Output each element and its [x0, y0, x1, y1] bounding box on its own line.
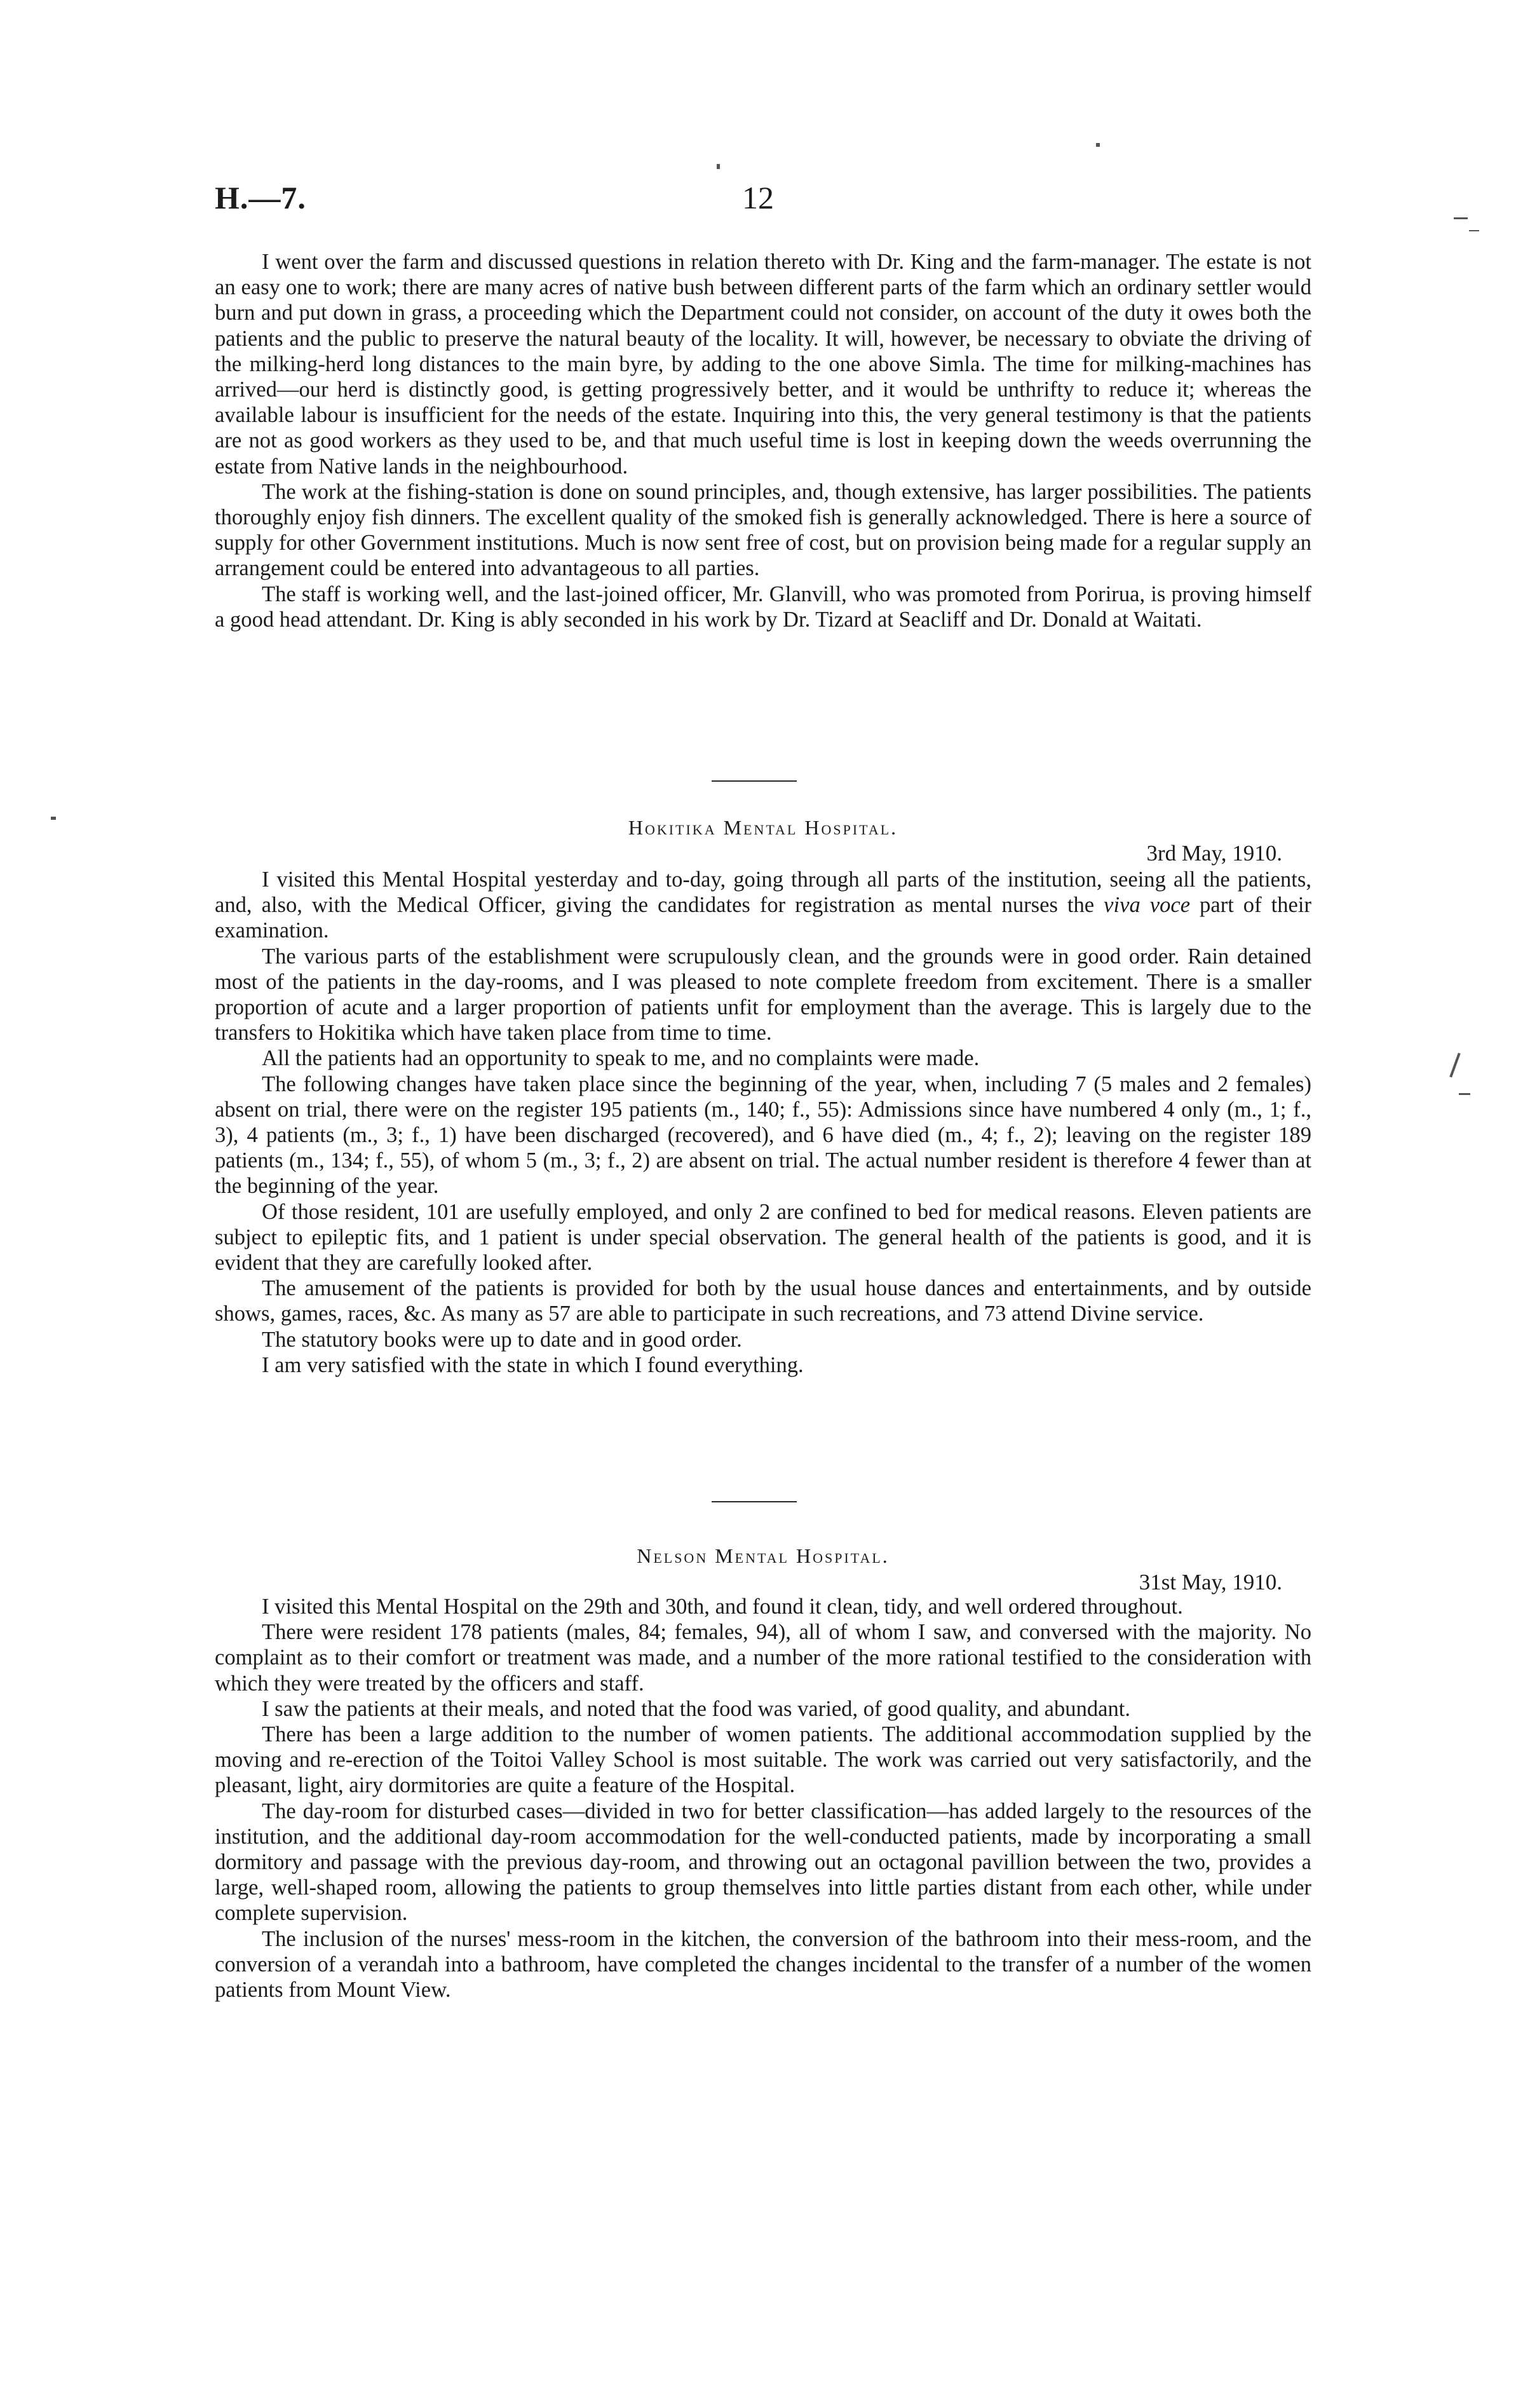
hokitika-paragraph: All the patients had an opportunity to speak to me, and no complaints were made. [262, 1046, 980, 1071]
scan-mark [1454, 217, 1468, 219]
scan-mark [51, 817, 56, 820]
hokitika-intro-text: I visited this Mental Hospital yesterday and to-day, going through all parts of the institution, seeing all the patients, and, also, with the Medical Officer, giving the candidates for registration as mental nurses the [215, 867, 1311, 918]
intro-paragraph: I went over the farm and discussed questions in relation thereto with Dr. King and the farm-manager. The estate is not an easy one to work; there are many acres of native bush between different parts of the farm which an ordinary settler would burn and put down in grass, a proceeding which the Department could not consider, on account of the duty it owes both the patients and the public to preserve the natural beauty of the locality. It will, however, be necessary to obviate the driving of the milking-herd long distances to the main byre, by adding to the one above Simla. The time for milking-machines has arrived—our herd is distinctly good, is getting progressively better, and it would be unthrifty to reduce it; whereas the available labour is insufficient for the needs of the estate. Inquiring into this, the very general testimony is that the patients are not as good workers as they used to be, and that much useful time is lost in keeping down the weeds overrunning the estate from Native lands in the neighbourhood. [215, 250, 1311, 479]
hokitika-paragraph: I am very satisfied with the state in which I found everything. [262, 1352, 804, 1377]
hokitika-paragraph: The amusement of the patients is provided for both by the usual house dances and entertainments, and by outside shows, games, races, &c. As many as 57 are able to participate in such recreations, and 73 attend Divine service. [215, 1276, 1311, 1326]
scan-mark [1469, 230, 1479, 231]
nelson-paragraph: The day-room for disturbed cases—divided in two for better classification—has added largely to the resources of the institution, and the additional day-room accommodation for the well-conducted patients, made by incorporating a small dormitory and passage with the previous day-room, and throwing out an octagonal pavillion between the two, provides a large, well-shaped room, allowing the patients to group themselves into little parties distant from each other, while under complete supervision. [215, 1799, 1311, 1926]
nelson-title: Nelson Mental Hospital. [637, 1544, 890, 1567]
section-divider [712, 780, 797, 782]
hokitika-paragraph: The statutory books were up to date and in good order. [262, 1327, 742, 1352]
nelson-paragraph: I saw the patients at their meals, and noted that the food was varied, of good quality, and abundant. [262, 1696, 1131, 1721]
nelson-date: 31st May, 1910. [1139, 1570, 1282, 1595]
nelson-paragraph: There were resident 178 patients (males, 84; females, 94), all of whom I saw, and conversed with the majority. No complaint as to their comfort or treatment was made, and a number of the more rational testified to the consideration with which they were treated by the officers and staff. [215, 1620, 1311, 1696]
hokitika-paragraph [215, 867, 1311, 944]
scan-mark [717, 164, 720, 169]
document-code: H.—7. [215, 180, 306, 215]
intro-section [215, 249, 1311, 632]
hokitika-paragraph: The following changes have taken place since the beginning of the year, when, including 7 (5 males and 2 females) absent on trial, there were on the register 195 patients (m., 140; f., 55): Admissions since have numbered 4 only (m., 1; f., 3), 4 patients (m., 3; f., 1) have been discharged (recovered), and 6 have died (m., 4; f., 2); leaving on the register 189 patients (m., 134; f., 55), of whom 5 (m., 3; f., 2) are absent on trial. The actual number resident is therefore 4 fewer than at the beginning of the year. [215, 1071, 1311, 1199]
hokitika-intro-end: part of their examination. [215, 893, 1311, 943]
hokitika-paragraph: Of those resident, 101 are usefully employed, and only 2 are confined to bed for medical reasons. Eleven patients are subject to epileptic fits, and 1 patient is under special observation. The general health of the patients is good, and it is evident that they are carefully looked after. [215, 1199, 1311, 1275]
scan-mark [1449, 1053, 1460, 1078]
nelson-section [215, 1594, 1311, 2003]
section-divider [712, 1501, 797, 1502]
scan-mark [1459, 1093, 1470, 1095]
hokitika-date: 3rd May, 1910. [1146, 841, 1282, 866]
intro-paragraph: The work at the fishing-station is done on sound principles, and, though extensive, has larger possibilities. The patients thoroughly enjoy fish dinners. The excellent quality of the smoked fish is generally acknowledged. There is here a source of supply for other Government institutions. Much is now sent free of cost, but on provision being made for a regular supply an arrangement could be entered into advantageous to all parties. [215, 479, 1311, 581]
nelson-paragraph: There has been a large addition to the number of women patients. The additional accommodation supplied by the moving and re-erection of the Toitoi Valley School is most suitable. The work was carried out very satisfactorily, and the pleasant, light, airy dormitories are quite a feature of the Hospital. [215, 1722, 1311, 1798]
nelson-paragraph: I visited this Mental Hospital on the 29th and 30th, and found it clean, tidy, and well ordered throughout. [262, 1595, 1183, 1619]
nelson-paragraph: The inclusion of the nurses' mess-room in the kitchen, the conversion of the bathroom into their mess-room, and the conversion of a verandah into a bathroom, have completed the changes incidental to the transfer of a number of the women patients from Mount View. [215, 1926, 1311, 2003]
hokitika-title: Hokitika Mental Hospital. [628, 816, 898, 839]
page-header [215, 179, 1308, 224]
intro-paragraph: The staff is working well, and the last-joined officer, Mr. Glanvill, who was promoted from Porirua, is proving himself a good head attendant. Dr. King is ably seconded in his work by Dr. Tizard at Seacliff and Dr. Donald at Waitati. [215, 582, 1311, 632]
hokitika-section [215, 867, 1311, 1378]
hokitika-paragraph: The various parts of the establishment were scrupulously clean, and the grounds were in good order. Rain detained most of the patients in the day-rooms, and I was pleased to note complete freedom from excitement. There is a smaller proportion of acute and a larger proportion of patients unfit for employment than the average. This is largely due to the transfers to Hokitika which have taken place from time to time. [215, 944, 1311, 1045]
page-number: 12 [742, 180, 774, 215]
scan-mark [1096, 143, 1100, 147]
hokitika-intro-italic: viva voce [1104, 893, 1191, 918]
